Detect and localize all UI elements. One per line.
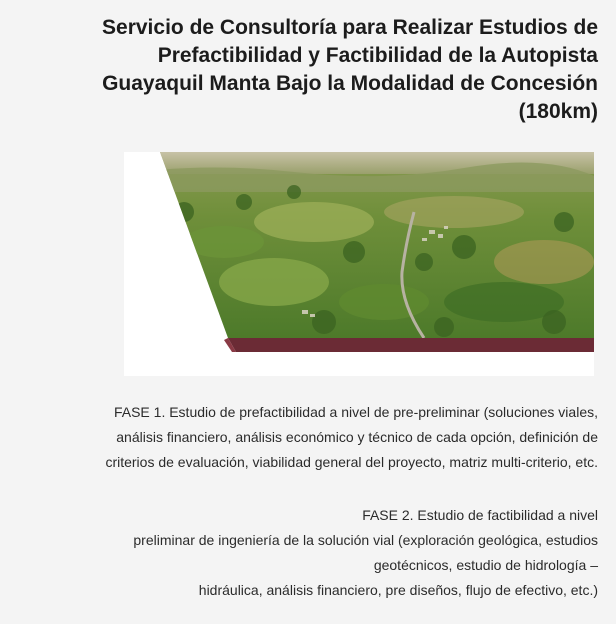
text-line: análisis financiero, análisis económico y técnico de cada opción, definición de bbox=[116, 429, 598, 445]
aerial-landscape-photo bbox=[124, 152, 594, 376]
text-line: preliminar de ingeniería de la solución vial (exploración geológica, estudios bbox=[133, 532, 598, 548]
hero-image bbox=[124, 152, 594, 376]
text-line: FASE 1. Estudio de prefactibilidad a nivel de pre-preliminar (soluciones viales, bbox=[113, 404, 598, 420]
title-line: Servicio de Consultoría para Realizar Estudios de bbox=[102, 16, 598, 39]
text-line: criterios de evaluación, viabilidad general del proyecto, matriz multi-criterio, etc. bbox=[105, 454, 598, 470]
text-line: geotécnicos, estudio de hidrología – bbox=[373, 557, 598, 573]
title-line: Guayaquil Manta Bajo la Modalidad de Concesión bbox=[102, 72, 598, 95]
page-title bbox=[38, 14, 598, 126]
phase-2-description bbox=[18, 503, 598, 603]
text-line: FASE 2. Estudio de factibilidad a nivel bbox=[362, 507, 598, 523]
phase-1-description bbox=[18, 400, 598, 475]
title-line: (180km) bbox=[518, 100, 598, 123]
text-line: hidráulica, análisis financiero, pre diseños, flujo de efectivo, etc.) bbox=[198, 582, 598, 598]
title-line: Prefactibilidad y Factibilidad de la Autopista bbox=[157, 44, 598, 67]
